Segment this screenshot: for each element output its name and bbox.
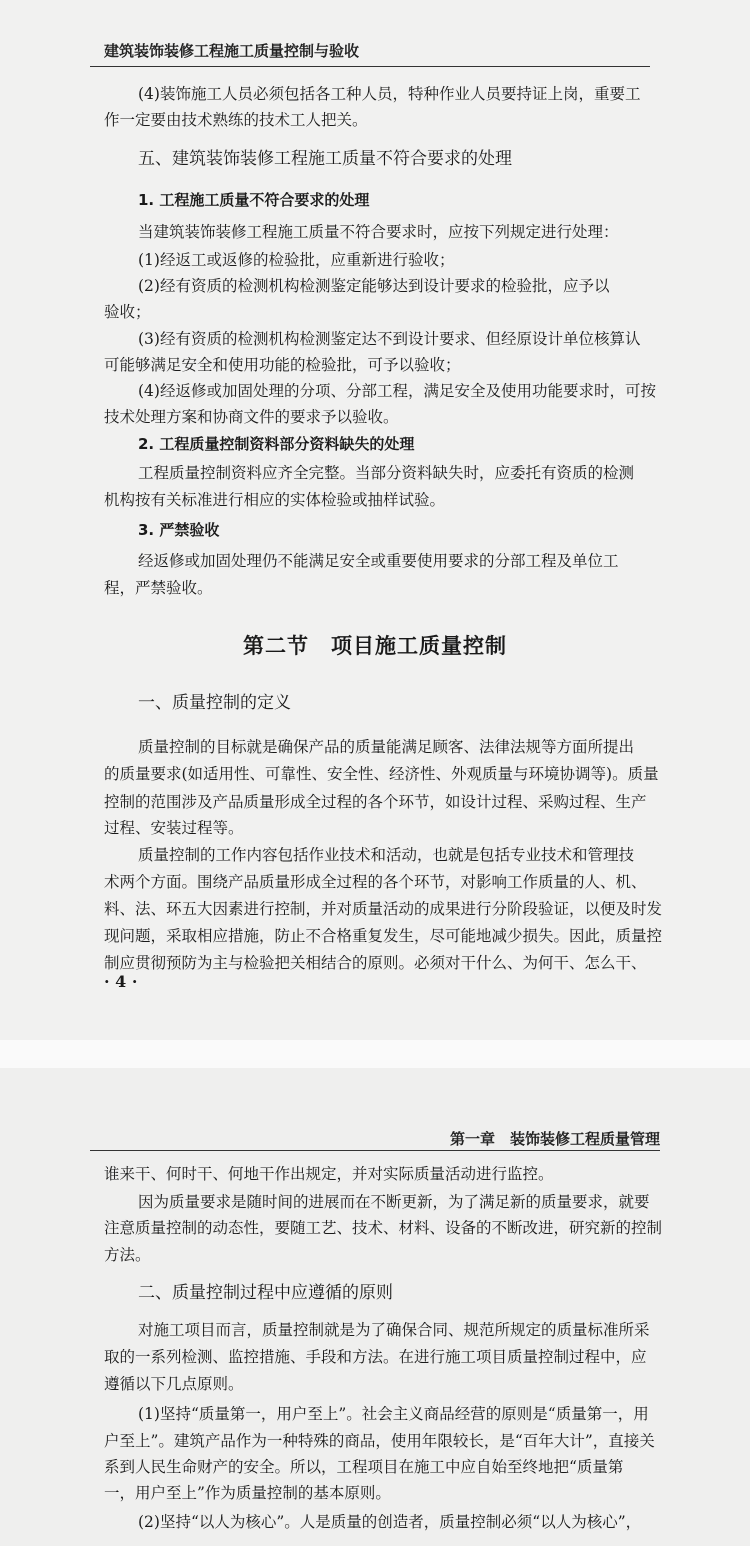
- text-line: (3)经有资质的检测机构检测鉴定达不到设计要求、但经原设计单位核算认: [138, 330, 641, 348]
- running-header: 建筑装饰装修工程施工质量控制与验收: [104, 42, 360, 60]
- page-number: · 4 ·: [104, 972, 138, 991]
- text-line: 质量控制的工作内容包括作业技术和活动，也就是包括专业技术和管理技: [138, 846, 635, 864]
- text-line: 控制的范围涉及产品质量形成全过程的各个环节，如设计过程、采购过程、生产: [104, 793, 647, 811]
- text-line: 验收；: [104, 303, 151, 321]
- text-line: 程，严禁验收。: [104, 579, 213, 597]
- text-line: 制应贯彻预防为主与检验把关相结合的原则。必须对干什么、为何干、怎么干、: [104, 954, 647, 972]
- text-line: 方法。: [104, 1246, 151, 1264]
- section-title: 五、建筑装饰装修工程施工质量不符合要求的处理: [138, 149, 512, 169]
- text-line: (1)坚持“质量第一，用户至上”。社会主义商品经营的原则是“质量第一，用: [138, 1405, 649, 1423]
- text-line: (2)经有资质的检测机构检测鉴定能够达到设计要求的检验批，应予以: [138, 277, 610, 295]
- text-line: 注意质量控制的动态性，要随工艺、技术、材料、设备的不断改进，研究新的控制: [104, 1219, 663, 1237]
- book-page-right: [0, 1068, 750, 1546]
- text-line: 的质量要求(如适用性、可靠性、安全性、经济性、外观质量与环境协调等)。质量: [104, 765, 659, 783]
- text-line: (2)坚持“以人为核心”。人是质量的创造者，质量控制必须“以人为核心”，: [138, 1513, 642, 1531]
- text-line: 工程质量控制资料应齐全完整。当部分资料缺失时，应委托有资质的检测: [138, 464, 635, 482]
- text-line: 系到人民生命财产的安全。所以，工程项目在施工中应自始至终地把“质量第: [104, 1458, 624, 1476]
- section-title: 一、质量控制的定义: [138, 693, 291, 713]
- text-line: (4)经返修或加固处理的分项、分部工程，满足安全及使用功能要求时，可按: [138, 382, 656, 400]
- text-line: 对施工项目而言，质量控制就是为了确保合同、规范所规定的质量标准所采: [138, 1321, 650, 1339]
- text-line: (1)经返工或返修的检验批，应重新进行验收；: [138, 251, 455, 269]
- text-line: 可能够满足安全和使用功能的检验批，可予以验收；: [104, 356, 461, 374]
- header-rule: [90, 1150, 660, 1151]
- page-gap: [0, 1040, 750, 1068]
- text-line: 取的一系列检测、监控措施、手段和方法。在进行施工项目质量控制过程中，应: [104, 1348, 647, 1366]
- subsection-title: 3. 严禁验收: [138, 521, 220, 539]
- text-line: 过程、安装过程等。: [104, 819, 244, 837]
- text-line: 户至上”。建筑产品作为一种特殊的商品，使用年限较长，是“百年大计”，直接关: [104, 1432, 655, 1450]
- text-line: 现问题，采取相应措施，防止不合格重复发生，尽可能地减少损失。因此，质量控: [104, 927, 663, 945]
- text-line: 一，用户至上”作为质量控制的基本原则。: [104, 1484, 391, 1502]
- subsection-title: 2. 工程质量控制资料部分资料缺失的处理: [138, 435, 415, 453]
- section-title: 二、质量控制过程中应遵循的原则: [138, 1283, 393, 1303]
- section-heading: 第二节 项目施工质量控制: [243, 634, 507, 658]
- running-header: 第一章 装饰装修工程质量管理: [450, 1130, 661, 1148]
- text-line: (4)装饰施工人员必须包括各工种人员，特种作业人员要持证上岗，重要工: [138, 85, 641, 103]
- text-line: 技术处理方案和协商文件的要求予以验收。: [104, 408, 399, 426]
- text-line: 机构按有关标准进行相应的实体检验或抽样试验。: [104, 491, 446, 509]
- text-line: 谁来干、何时干、何地干作出规定，并对实际质量活动进行监控。: [104, 1165, 554, 1183]
- text-line: 作一定要由技术熟练的技术工人把关。: [104, 111, 368, 129]
- text-line: 质量控制的目标就是确保产品的质量能满足顾客、法律法规等方面所提出: [138, 738, 635, 756]
- text-line: 料、法、环五大因素进行控制，并对质量活动的成果进行分阶段验证，以便及时发: [104, 900, 663, 918]
- text-line: 遵循以下几点原则。: [104, 1375, 244, 1393]
- text-line: 因为质量要求是随时间的进展而在不断更新，为了满足新的质量要求，就要: [138, 1193, 650, 1211]
- text-line: 术两个方面。围绕产品质量形成全过程的各个环节，对影响工作质量的人、机、: [104, 873, 647, 891]
- subsection-title: 1. 工程施工质量不符合要求的处理: [138, 191, 370, 209]
- text-line: 当建筑装饰装修工程施工质量不符合要求时，应按下列规定进行处理：: [138, 223, 619, 241]
- header-rule: [90, 66, 650, 67]
- text-line: 经返修或加固处理仍不能满足安全或重要使用要求的分部工程及单位工: [138, 552, 619, 570]
